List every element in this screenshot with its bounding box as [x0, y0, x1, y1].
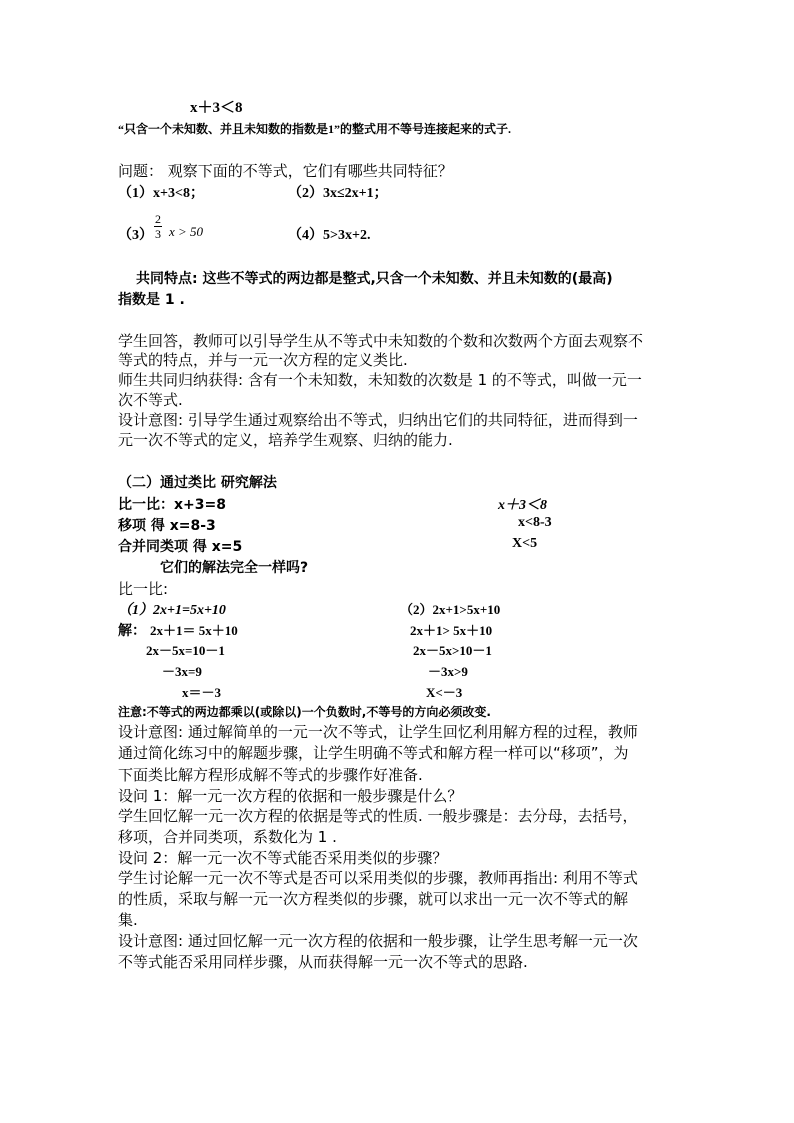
solution-1-step-3: －3x=9	[162, 664, 202, 679]
compare-row-2-right: x<8-3	[518, 515, 552, 530]
para1-line-3: 师生共同归纳获得: 含有一个未知数，未知数的次数是 1 的不等式，叫做一元一	[118, 371, 642, 389]
para2-line-1: 设计意图: 通过解简单的一元一次不等式，让学生回忆利用解方程的过程，教师	[118, 723, 638, 741]
compare-row-2-left: 移项 得 x=8-3	[118, 518, 216, 534]
para2-line-6: 移项，合并同类项，系数化为 1 .	[118, 828, 337, 846]
compare-row-1-left: 比一比：x+3=8	[118, 497, 226, 513]
para2-line-2: 通过简化练习中的解题步骤，让学生明确不等式和解方程一样可以“移项”，为	[118, 744, 629, 762]
para2-line-9: 的性质，采取与解一元一次方程类似的步骤，就可以求出一元一次不等式的解	[118, 890, 629, 908]
same-method-question: 它们的解法完全一样吗?	[160, 560, 309, 576]
compare-row-3-left: 合并同类项 得 x=5	[118, 539, 243, 555]
para2-line-7: 设问 2：解一元一次不等式能否采用类似的步骤？	[118, 849, 448, 867]
para2-line-8: 学生讨论解一元一次不等式是否可以采用类似的步骤，教师再指出: 利用不等式	[118, 869, 638, 887]
solution-2-step-4: X<－3	[426, 685, 463, 700]
question-item-3-prefix: （3）	[118, 228, 153, 243]
para1-line-5: 设计意图: 引导学生通过观察给出不等式，归纳出它们的共同特征，进而得到一	[118, 411, 638, 429]
solution-1-step-2: 2x－5x=10－1	[146, 643, 225, 658]
solution-2-step-1: 2x＋1> 5x＋10	[410, 623, 493, 638]
question-title: 问题： 观察下面的不等式，它们有哪些共同特征？	[118, 162, 453, 180]
para2-line-11: 设计意图: 通过回忆解一元一次方程的依据和一般步骤，让学生思考解一元一次	[118, 932, 638, 950]
question-item-2: （2）3x≤2x+1；	[288, 186, 388, 201]
top-inequality: x＋3＜8	[190, 100, 243, 116]
solution-label: 解：	[118, 623, 146, 639]
definition-line: “只含一个未知数、并且未知数的指数是1”的整式用不等号连接起来的式子.	[118, 122, 512, 136]
example-1: （1）2x+1=5x+10	[118, 603, 226, 618]
fraction-numerator: 2	[155, 212, 161, 226]
para1-line-6: 元一次不等式的定义，培养学生观察、归纳的能力.	[118, 431, 453, 449]
fraction-denominator: 3	[155, 227, 161, 241]
question-item-1: （1）x+3<8；	[118, 186, 204, 201]
para2-line-10: 集.	[118, 911, 138, 929]
example-2: （2）2x+1>5x+10	[400, 602, 501, 617]
para2-line-3: 下面类比解方程形成解不等式的步骤作好准备.	[118, 766, 423, 784]
para1-line-4: 次不等式.	[118, 391, 183, 409]
compare-row-3-right: X<5	[512, 536, 538, 551]
fraction-two-thirds	[154, 213, 162, 240]
section2-heading: （二）通过类比 研究解法	[118, 475, 277, 491]
question-item-4: （4）5>3x+2.	[288, 228, 371, 243]
para2-line-5: 学生回忆解一元一次方程的依据是等式的性质. 一般步骤是：去分母，去括号，	[118, 807, 638, 825]
compare-row-1-right: x＋3＜8	[498, 498, 547, 513]
solution-2-step-2: 2x－5x>10－1	[413, 643, 492, 658]
question-item-3-rest: x > 50	[169, 224, 204, 239]
note-line: 注意:不等式的两边都乘以(或除以)一个负数时,不等号的方向必须改变.	[118, 705, 491, 719]
common-features-line-1: 共同特点: 这些不等式的两边都是整式,只含一个未知数、并且未知数的(最高)	[136, 271, 613, 287]
common-features-line-2: 指数是 1 .	[118, 292, 185, 308]
solution-2-step-3: －3x>9	[428, 664, 468, 679]
para2-line-4: 设问 1：解一元一次方程的依据和一般步骤是什么？	[118, 787, 463, 805]
solution-1-step-4: x＝－3	[182, 685, 222, 700]
solution-1-step-1: 2x＋1＝ 5x＋10	[150, 623, 238, 638]
para2-line-12: 不等式能否采用同样步骤，从而获得解一元一次不等式的思路.	[118, 953, 528, 971]
compare-label: 比一比:	[118, 580, 169, 598]
para1-line-2: 等式的特点，并与一元一次方程的定义类比.	[118, 351, 408, 369]
para1-line-1: 学生回答，教师可以引导学生从不等式中未知数的个数和次数两个方面去观察不	[118, 332, 644, 350]
